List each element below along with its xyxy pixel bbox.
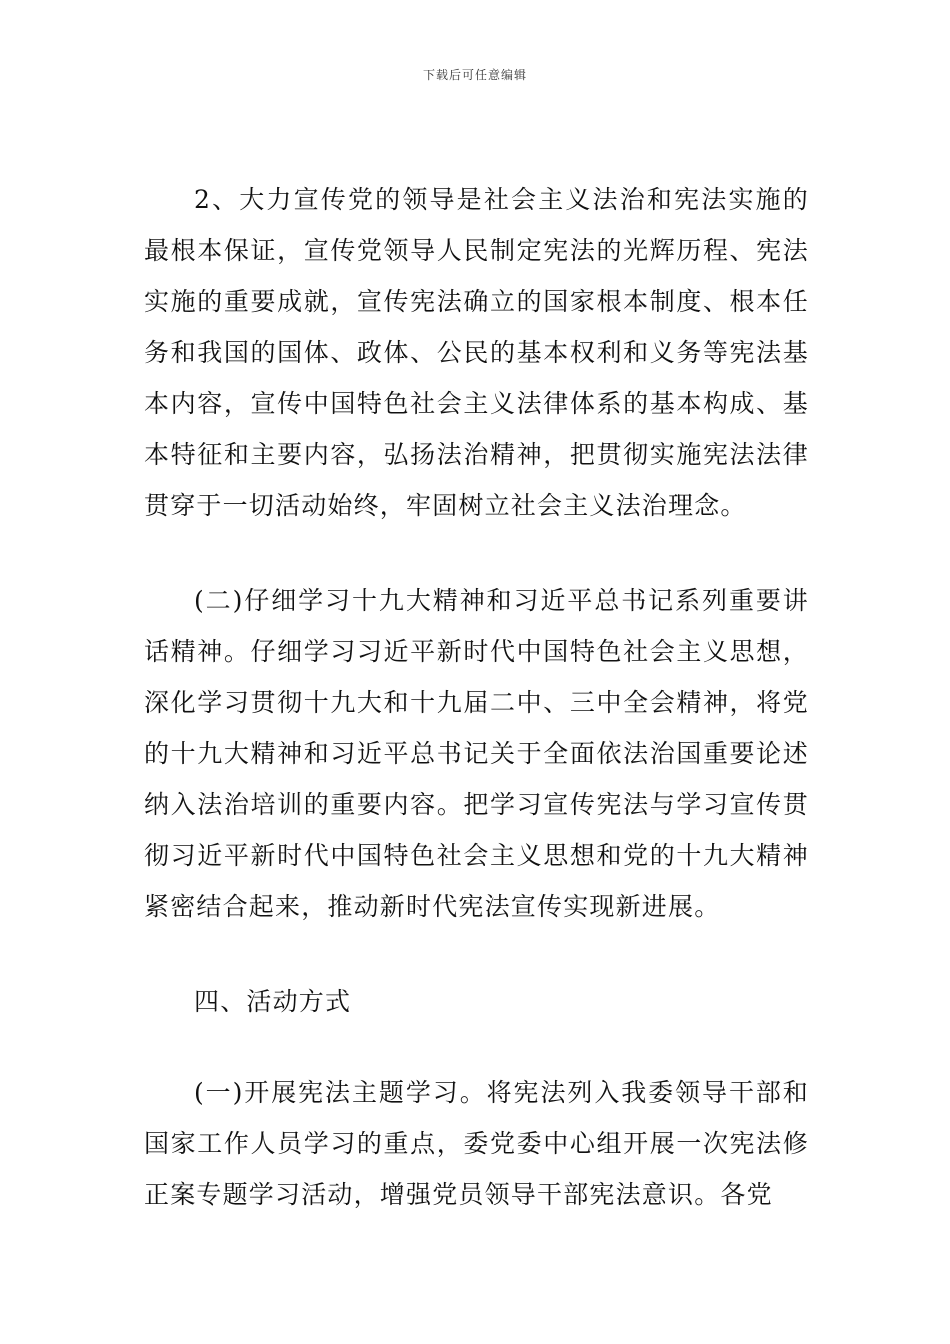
paragraph-study-nineteenth-congress: (二)仔细学习十九大精神和习近平总书记系列重要讲话精神。仔细学习习近平新时代中国特色社会主义思想，深化学习贯彻十九大和十九届二中、三中全会精神，将党的十九大精神和习近平总书记关于全面依法治国重要论述纳入法治培训的重要内容。把学习宣传宪法与学习宣传贯彻习近平新时代中国特色社会主义思想和党的十九大精神紧密结合起来，推动新时代宪法宣传实现新进展。: [144, 586, 809, 921]
paragraph-publicity-party-leadership: 2、大力宣传党的领导是社会主义法治和宪法实施的最根本保证，宣传党领导人民制定宪法的光辉历程、宪法实施的重要成就，宣传宪法确立的国家根本制度、根本任务和我国的国体、政体、公民的基本权利和义务等宪法基本内容，宣传中国特色社会主义法律体系的基本构成、基本特征和主要内容，弘扬法治精神，把贯彻实施宪法法律贯穿于一切活动始终，牢固树立社会主义法治理念。: [144, 185, 809, 520]
paragraph-spacer: [144, 1027, 809, 1067]
paragraph-spacer: [144, 932, 809, 976]
page-header-note: 下载后可任意编辑: [422, 68, 527, 82]
document-body: [144, 174, 809, 1220]
paragraph-spacer: [144, 531, 809, 575]
paragraph-constitution-study: (一)开展宪法主题学习。将宪法列入我委领导干部和国家工作人员学习的重点，委党委中心组开展一次宪法修正案专题学习活动，增强党员领导干部宪法意识。各党: [144, 1078, 809, 1209]
section-heading-activity-methods: 四、活动方式: [194, 987, 352, 1016]
